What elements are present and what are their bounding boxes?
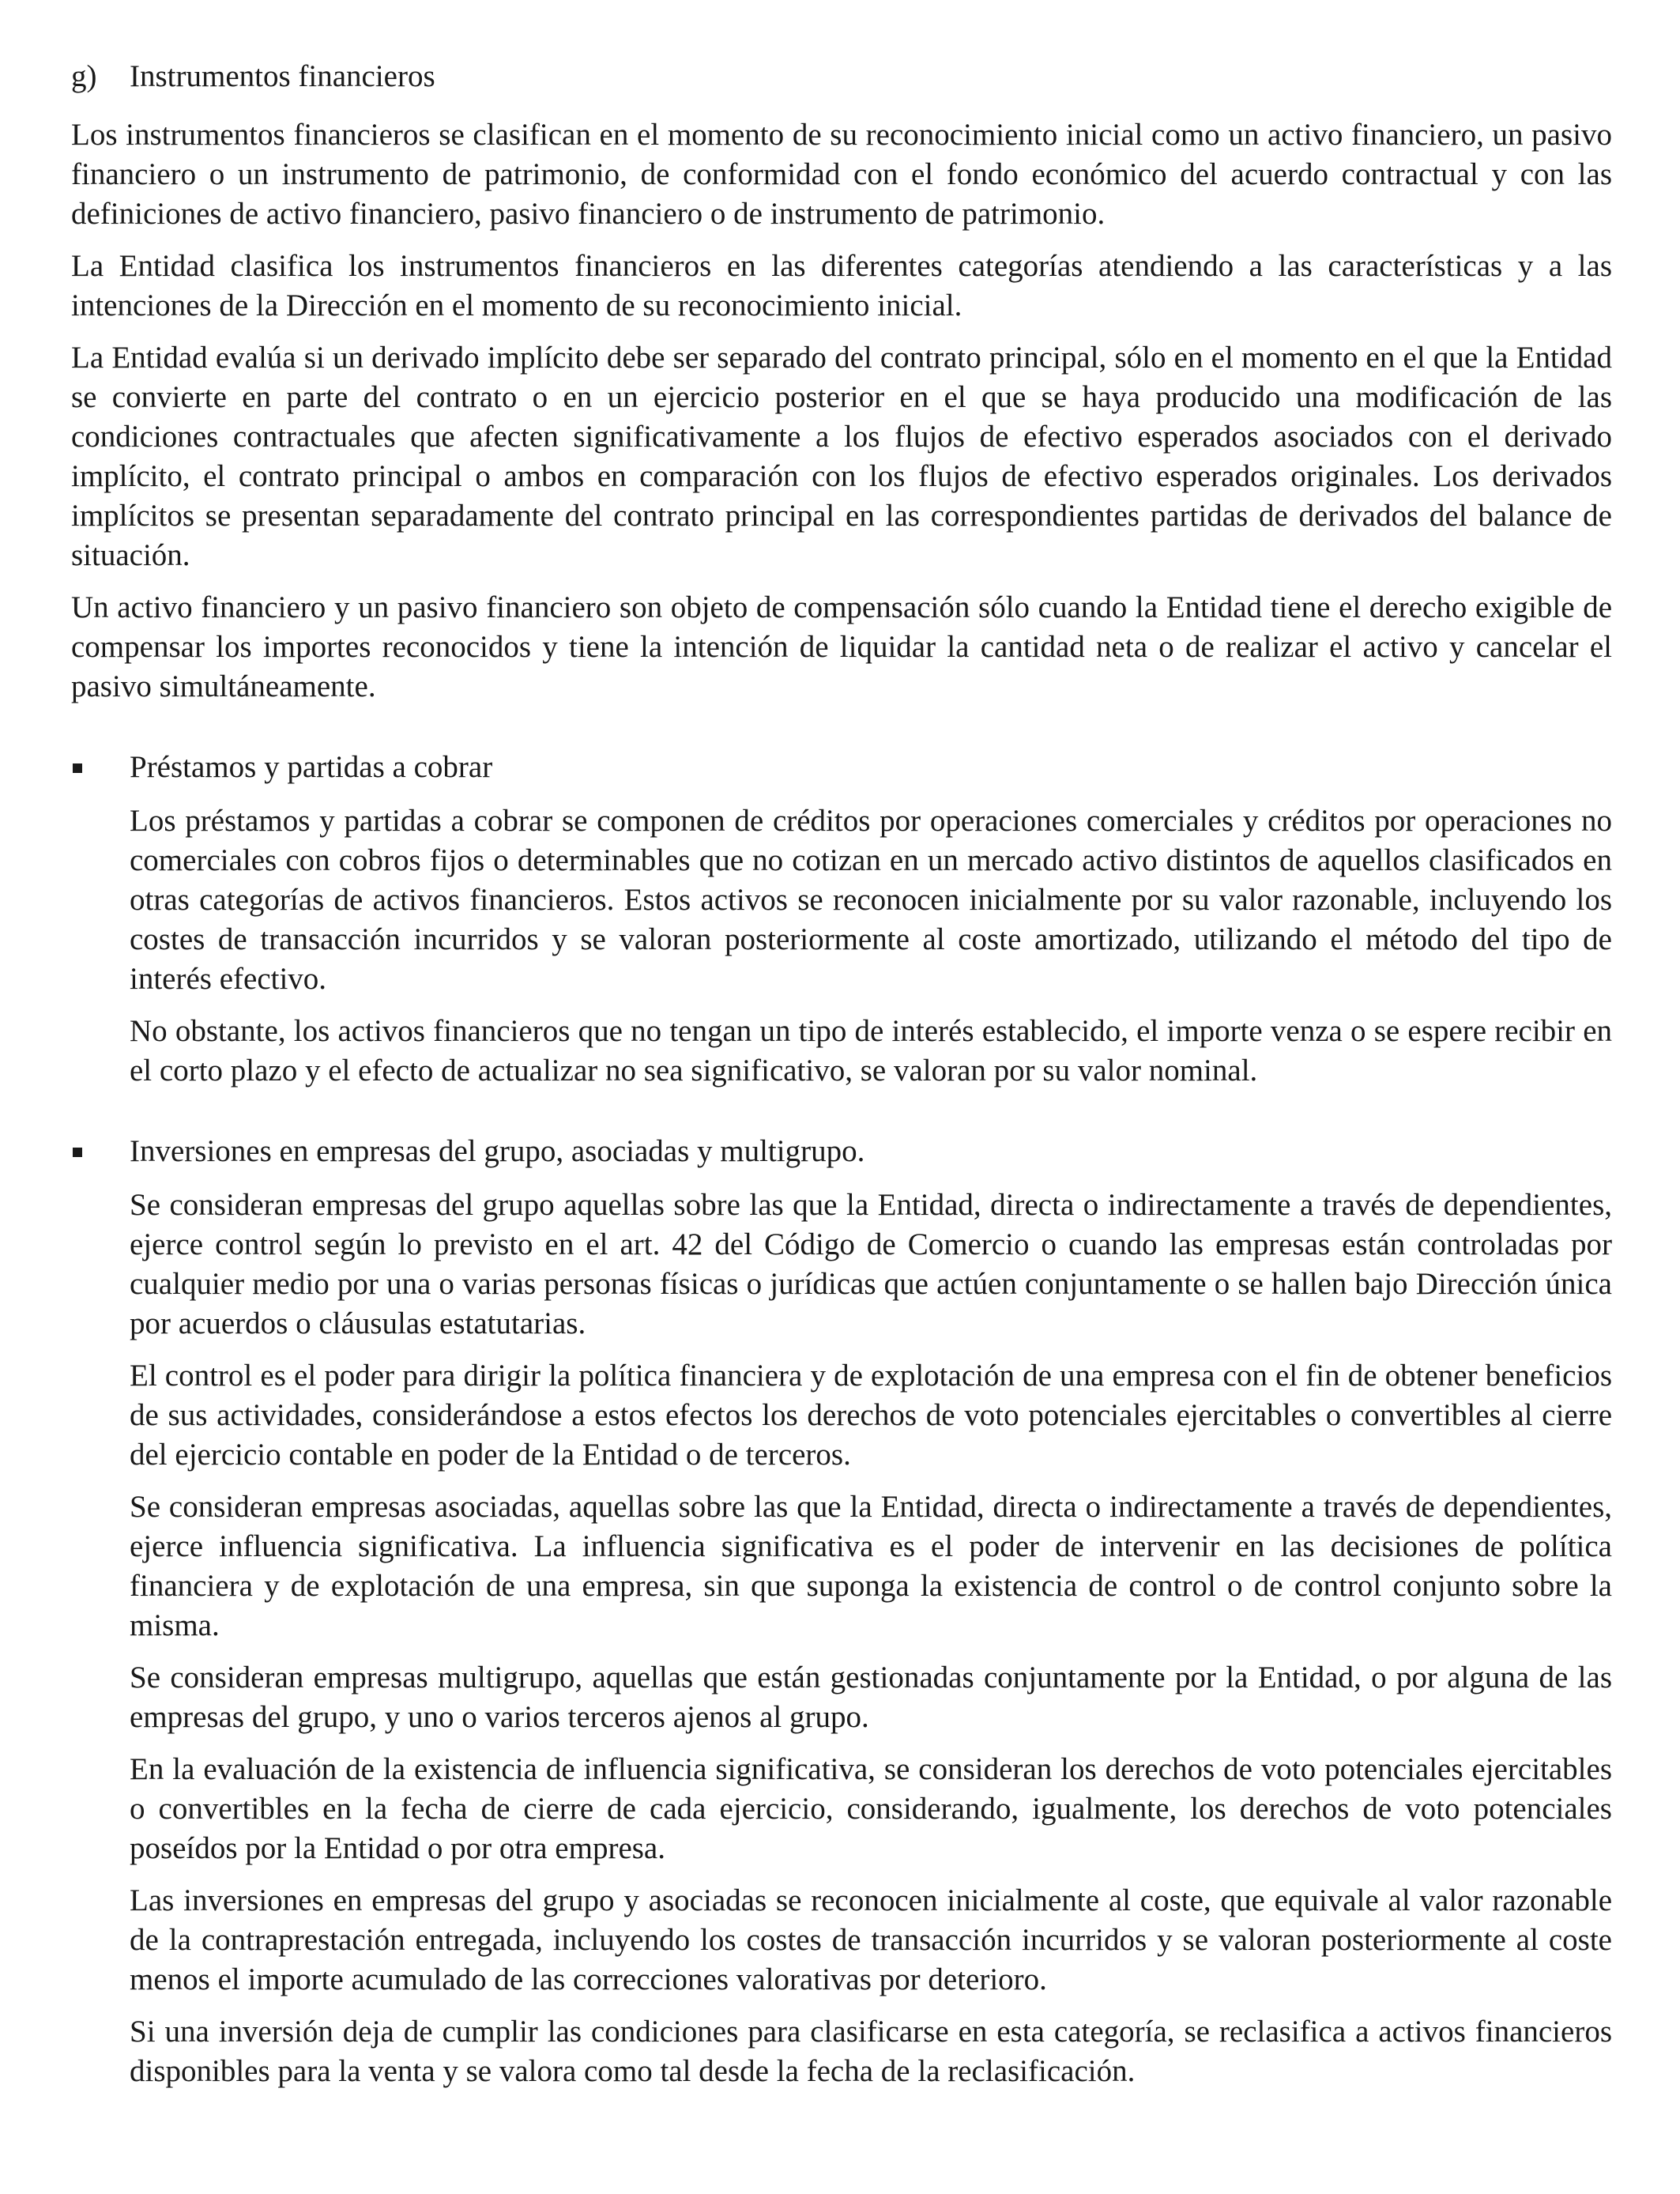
paragraph: No obstante, los activos financieros que no tengan un tipo de interés establecido, el importe venza o se espere recibir en el corto plazo y el efecto de actualizar no sea significativo, se valoran por su valor nominal. bbox=[130, 1014, 1612, 1088]
section-heading bbox=[71, 57, 1612, 96]
square-bullet-icon bbox=[71, 1132, 130, 1171]
paragraph: Los instrumentos financieros se clasifican en el momento de su reconocimiento inicial como un activo financiero, un pasivo financiero o un instrumento de patrimonio, de conformidad con el fondo económico del acuerdo contractual y con las definiciones de activo financiero, pasivo financiero o de instrumento de patrimonio. bbox=[71, 118, 1612, 231]
subsection-title: Préstamos y partidas a cobrar bbox=[130, 750, 493, 784]
paragraph: Si una inversión deja de cumplir las condiciones para clasificarse en esta categoría, se reclasifica a activos financieros disponibles para la venta y se valora como tal desde la fecha de la reclasificación. bbox=[130, 2015, 1612, 2088]
subsection-heading-prestamos bbox=[71, 748, 1612, 787]
square-bullet-icon bbox=[71, 748, 130, 787]
paragraph: Se consideran empresas del grupo aquellas sobre las que la Entidad, directa o indirectamente a través de dependientes, ejerce control según lo previsto en el art. 42 del Código de Comercio o cuando las empresas están controladas por cualquier medio por una o varias personas físicas o jurídicas que actúen conjuntamente o se hallen bajo Dirección única por acuerdos o cláusulas estatutarias. bbox=[130, 1188, 1612, 1340]
subsection-title: Inversiones en empresas del grupo, asociadas y multigrupo. bbox=[130, 1134, 865, 1168]
subsection-heading-inversiones bbox=[71, 1132, 1612, 1171]
paragraph: Se consideran empresas multigrupo, aquellas que están gestionadas conjuntamente por la Entidad, o por alguna de las empresas del grupo, y uno o varios terceros ajenos al grupo. bbox=[130, 1661, 1612, 1734]
paragraph: Un activo financiero y un pasivo financiero son objeto de compensación sólo cuando la Entidad tiene el derecho exigible de compensar los importes reconocidos y tiene la intención de liquidar la cantidad neta o de realizar el activo y cancelar el pasivo simultáneamente. bbox=[71, 590, 1612, 703]
paragraph: El control es el poder para dirigir la política financiera y de explotación de una empresa con el fin de obtener beneficios de sus actividades, considerándose a estos efectos los derechos de voto potenciales ejercitables o convertibles al cierre del ejercicio contable en poder de la Entidad o de terceros. bbox=[130, 1359, 1612, 1472]
section-title: Instrumentos financieros bbox=[130, 59, 435, 93]
paragraph: Se consideran empresas asociadas, aquellas sobre las que la Entidad, directa o indirectamente a través de dependientes, ejerce influencia significativa. La influencia significativa es el poder de intervenir en las decisiones de política financiera y de explotación de una empresa, sin que suponga la existencia de control o de control conjunto sobre la misma. bbox=[130, 1490, 1612, 1642]
paragraph: Las inversiones en empresas del grupo y asociadas se reconocen inicialmente al coste, que equivale al valor razonable de la contraprestación entregada, incluyendo los costes de transacción incurridos y se valoran posteriormente al coste menos el importe acumulado de las correcciones valorativas por deterioro. bbox=[130, 1883, 1612, 1996]
paragraph: La Entidad clasifica los instrumentos financieros en las diferentes categorías atendiendo a las características y a las intenciones de la Dirección en el momento de su reconocimiento inicial. bbox=[71, 249, 1612, 322]
paragraph: En la evaluación de la existencia de influencia significativa, se consideran los derechos de voto potenciales ejercitables o convertibles en la fecha de cierre de cada ejercicio, considerando, igualmente, los derechos de voto potenciales poseídos por la Entidad o por otra empresa. bbox=[130, 1752, 1612, 1865]
paragraph: La Entidad evalúa si un derivado implícito debe ser separado del contrato principal, sólo en el momento en el que la Entidad se convierte en parte del contrato o en un ejercicio posterior en el que se haya producido una modificación de las condiciones contractuales que afecten significativamente a los flujos de efectivo esperados asociados con el derivado implícito, el contrato principal o ambos en comparación con los flujos de efectivo esperados originales. Los derivados implícitos se presentan separadamente del contrato principal en las correspondientes partidas de derivados del balance de situación. bbox=[71, 341, 1612, 572]
section-letter: g) bbox=[71, 59, 97, 93]
paragraph: Los préstamos y partidas a cobrar se componen de créditos por operaciones comerciales y créditos por operaciones no comerciales con cobros fijos o determinables que no cotizan en un mercado activo distintos de aquellos clasificados en otras categorías de activos financieros. Estos activos se reconocen inicialmente por su valor razonable, incluyendo los costes de transacción incurridos y se valoran posteriormente al coste amortizado, utilizando el método del tipo de interés efectivo. bbox=[130, 804, 1612, 996]
subsection-body-inversiones bbox=[130, 1186, 1612, 2091]
subsection-body-prestamos bbox=[130, 801, 1612, 1091]
document-page bbox=[71, 57, 1612, 2104]
